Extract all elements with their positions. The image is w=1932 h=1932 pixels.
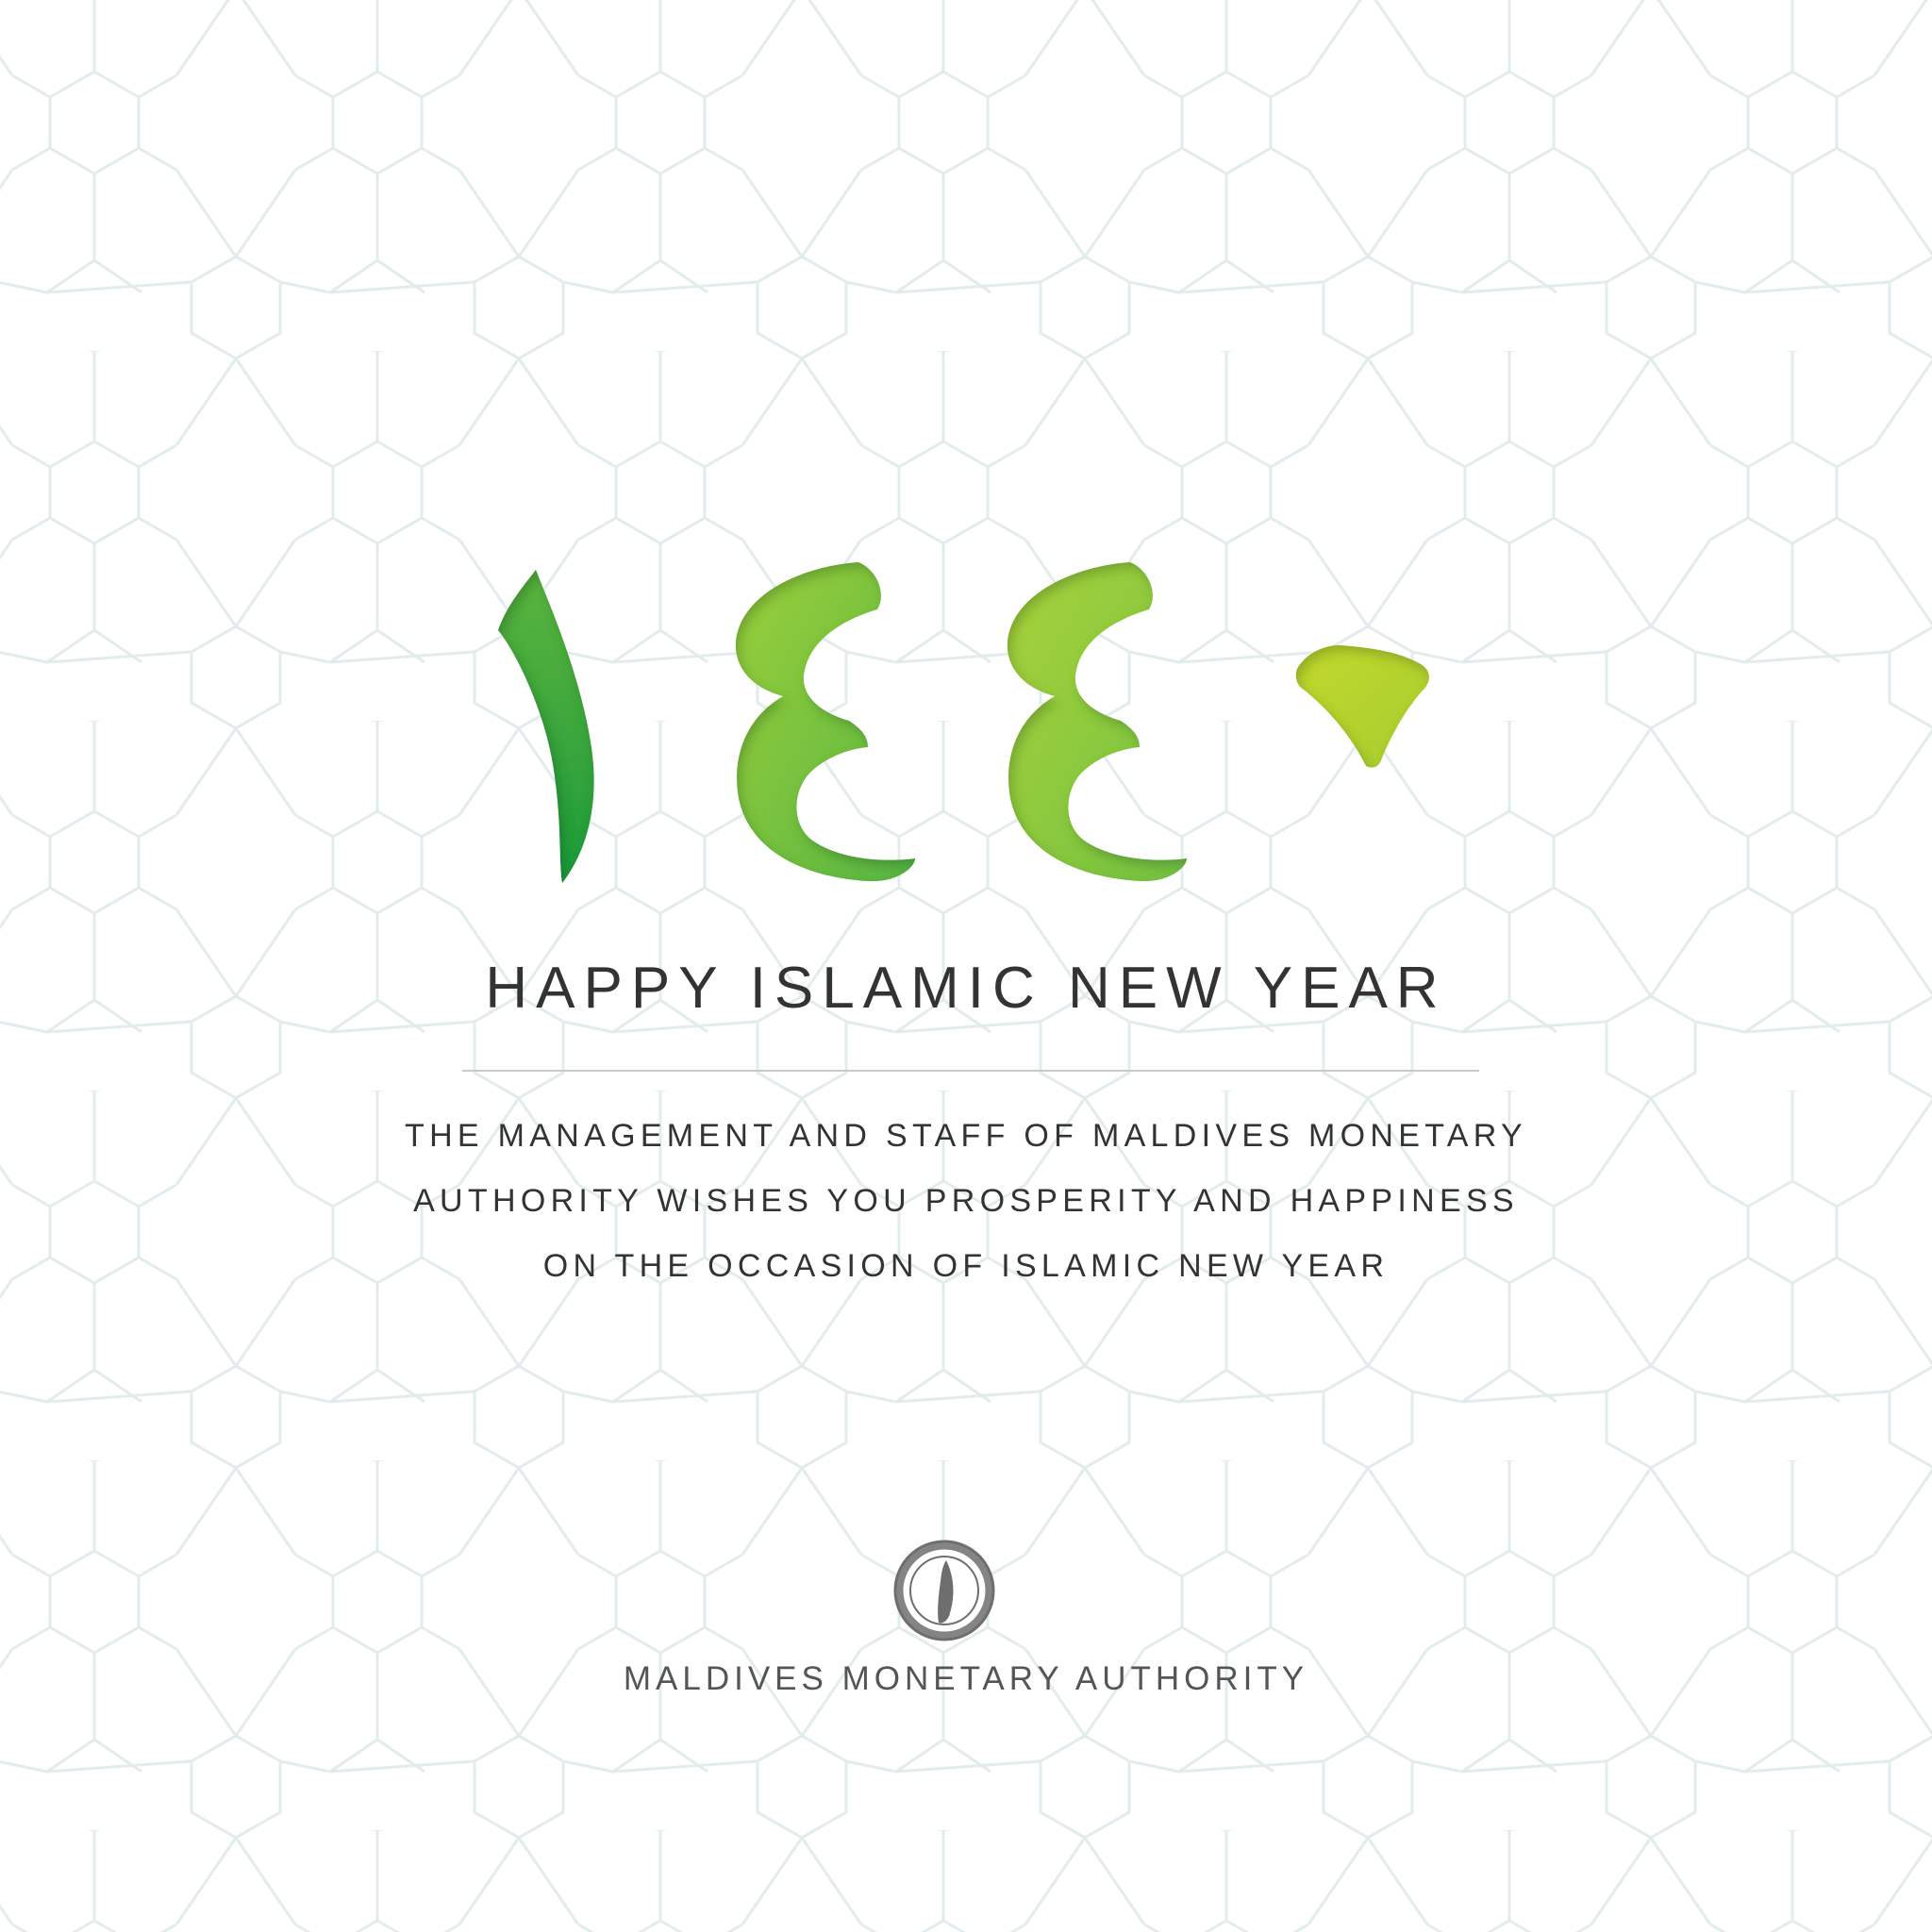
message-line: ON THE OCCASION OF ISLAMIC NEW YEAR [542, 1248, 1390, 1284]
headline: HAPPY ISLAMIC NEW YEAR [485, 956, 1447, 1021]
numeral-four-shape-2 [1008, 562, 1187, 881]
greeting-message [0, 1104, 1932, 1299]
numeral-one-shape [498, 570, 594, 883]
message-line: AUTHORITY WISHES YOU PROSPERITY AND HAPPINESS [413, 1183, 1519, 1219]
numeral-zero-shape [1296, 645, 1429, 768]
organization-name: MALDIVES MONETARY AUTHORITY [623, 1660, 1309, 1697]
hijri-year-numerals [472, 547, 1472, 906]
divider [462, 1070, 1479, 1072]
message-line: THE MANAGEMENT AND STAFF OF MALDIVES MONETARY [405, 1118, 1527, 1154]
mma-seal-icon [891, 1538, 997, 1643]
numeral-four-shape-1 [736, 562, 915, 881]
